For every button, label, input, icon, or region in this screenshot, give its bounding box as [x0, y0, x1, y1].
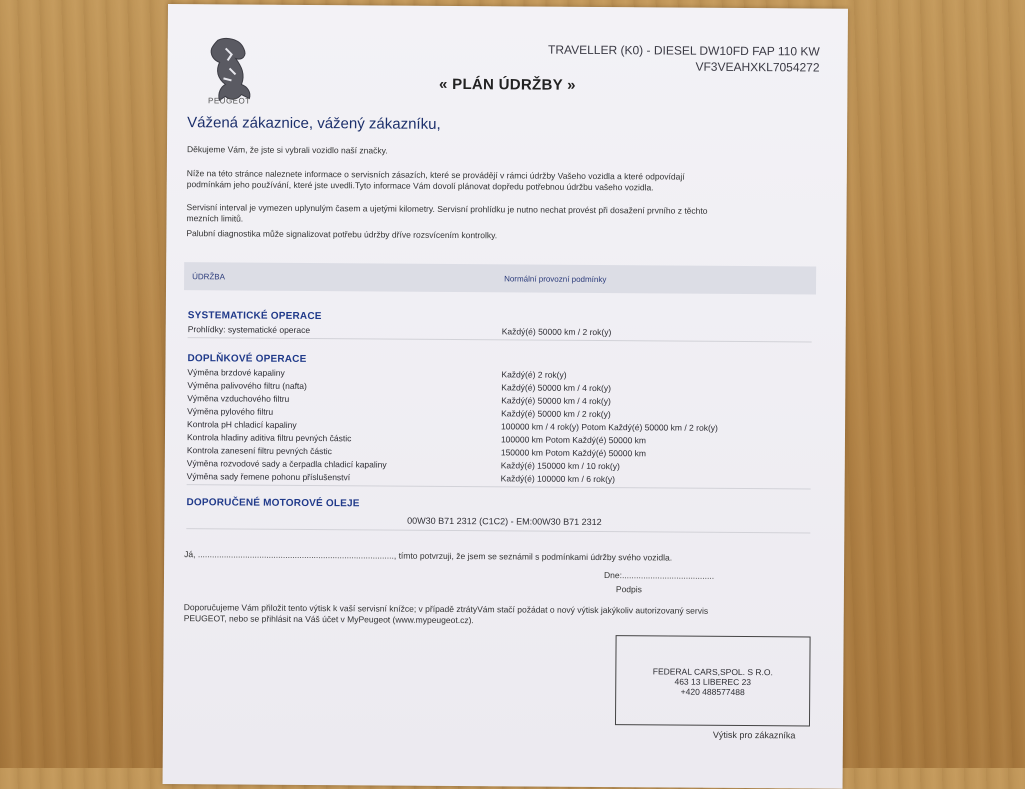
recommendation-note [184, 602, 804, 628]
operation-interval: 100000 km / 4 rok(y) Potom Každý(é) 50000 km / 2 rok(y) [501, 421, 718, 433]
recommendation-line-1: Doporučujeme Vám přiložit tento výtisk k vaší servisní knížce; v případě ztrátyVám stačí požádat o nový výtisk jakýkoliv autorizovaný servis [183, 602, 709, 616]
salutation: Vážená zákaznice, vážený zákazníku, [187, 114, 441, 133]
operation-interval: Každý(é) 50000 km / 2 rok(y) [501, 408, 611, 420]
operation-interval: Každý(é) 2 rok(y) [501, 369, 567, 380]
additional-operations-heading: DOPLŇKOVÉ OPERACE [187, 353, 307, 365]
intro-info-line-2: podmínkám jeho používání, které jste uvedli.Tyto informace Vám dovolí plánovat dopředu potřebnou údržbu vašeho vozidla. [186, 179, 654, 193]
intro-diagnostics: Palubní diagnostika může signalizovat potřebu údržby dříve rozsvícením kontrolky. [186, 228, 498, 241]
operation-name: Výměna palivového filtru (nafta) [187, 380, 307, 391]
intro-interval-line-1: Servisní interval je vymezen uplynulým časem a ujetými kilometry. Servisní prohlídku je nutno nechat provést při dosažení prvního z těchto [186, 202, 708, 216]
intro-interval [186, 202, 806, 228]
column-header-conditions: Normální provozní podmínky [504, 274, 607, 285]
maintenance-plan-sheet [163, 4, 848, 789]
systematic-operations-heading: SYSTEMATICKÉ OPERACE [187, 310, 322, 323]
signature-label: Podpis [615, 584, 642, 595]
row-divider [186, 528, 810, 533]
recommended-oils-heading: DOPORUČENÉ MOTOROVÉ OLEJE [186, 497, 360, 510]
operation-name: Výměna rozvodové sady a čerpadla chladicí kapaliny [186, 458, 387, 470]
vehicle-info [548, 42, 820, 76]
operation-interval: Každý(é) 150000 km / 10 rok(y) [500, 460, 620, 472]
operation-name: Kontrola zanesení filtru pevných částic [186, 445, 332, 457]
recommended-oils-value: 00W30 B71 2312 (C1C2) - EM:00W30 B71 2312 [407, 515, 602, 528]
operation-name: Výměna brzdové kapaliny [187, 367, 285, 378]
operation-name: Výměna sady řemene pohonu příslušenství [186, 471, 351, 483]
confirmation-statement: Já, ..................................................................................., tímto potvrzuji, že jsem se seznámil s podmínkami údržby svého vozidla. [184, 549, 673, 563]
dealer-stamp-box [615, 635, 811, 726]
recommendation-line-2: PEUGEOT, nebo se přihlásit na Váš účet v MyPeugeot (www.mypeugeot.cz). [183, 613, 474, 626]
date-line: Dne:....................................... [603, 570, 715, 581]
document-title: « PLÁN ÚDRŽBY » [439, 75, 576, 94]
operation-name: Kontrola hladiny aditiva filtru pevných částic [186, 432, 352, 444]
column-header-maintenance: ÚDRŽBA [192, 272, 226, 282]
operation-interval: 150000 km Potom Každý(é) 50000 km [500, 447, 646, 459]
vehicle-model: TRAVELLER (K0) - DIESEL DW10FD FAP 110 KW [548, 42, 820, 59]
dealer-info [616, 666, 809, 697]
operation-name: Výměna vzduchového filtru [187, 393, 290, 404]
intro-info [187, 168, 807, 194]
dealer-phone: +420 488577488 [680, 686, 745, 698]
vehicle-vin: VF3VEAHXKL7054272 [695, 59, 820, 75]
operation-name: Výměna pylového filtru [187, 406, 274, 417]
operation-interval: Každý(é) 100000 km / 6 rok(y) [500, 473, 616, 485]
operation-interval: Každý(é) 50000 km / 4 rok(y) [501, 395, 611, 407]
table-header [184, 262, 816, 294]
operation-interval: Každý(é) 50000 km / 2 rok(y) [501, 326, 612, 338]
dealer-address: 463 13 LIBEREC 23 [674, 676, 752, 688]
operation-name: Kontrola pH chladicí kapaliny [187, 419, 297, 430]
operation-name: Prohlídky: systematické operace [187, 324, 311, 335]
intro-interval-line-2: mezních limitů. [186, 213, 244, 224]
brand-logo-text: PEUGEOT [207, 96, 251, 106]
intro-thanks: Děkujeme Vám, že jste si vybrali vozidlo naší značky. [186, 144, 388, 156]
dealer-name: FEDERAL CARS,SPOL. S R.O. [652, 666, 773, 678]
operation-interval: 100000 km Potom Každý(é) 50000 km [500, 434, 647, 446]
customer-copy-label: Výtisk pro zákazníka [712, 729, 796, 741]
intro-info-line-1: Níže na této stránce naleznete informace o servisních zásazích, které se provádějí v rámci údržby Vašeho vozidla a které odpovídají [186, 168, 685, 182]
operation-interval: Každý(é) 50000 km / 4 rok(y) [501, 382, 611, 394]
